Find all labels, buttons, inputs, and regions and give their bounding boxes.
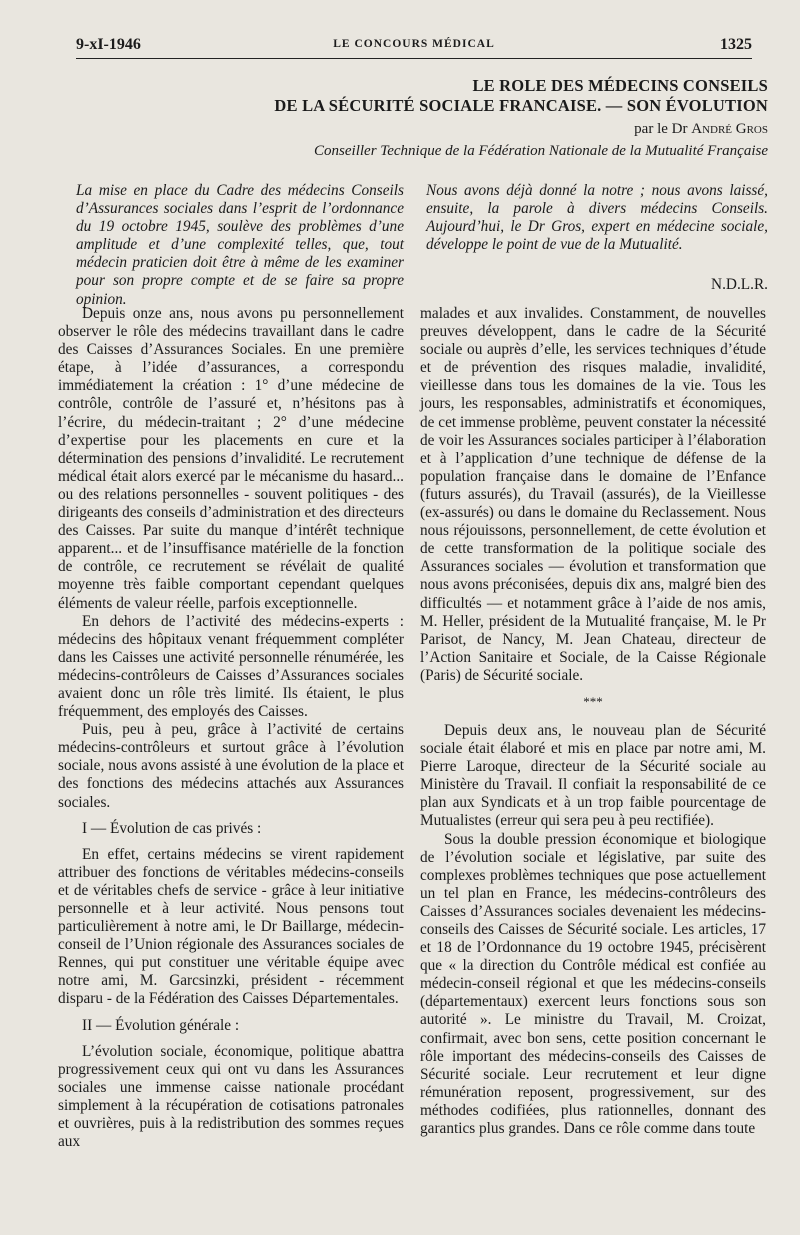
- editorial-intro-right: [426, 182, 768, 254]
- paragraph: malades et aux invalides. Constamment, de nouvelles preuves développent, dans le cadre de la Sécurité sociale ou auprès d’elle, les services techniques d’étude et de prévention des risques maladie, invalidité, vieillesse dans tous les domaines de la vie. Tous les jours, les responsables, administratifs et économiques, de cet immense problème, peuvent constater la nécessité de voir les Assurances sociales participer à l’élaboration et à l’application d’une technique de défense de la population française dans le domaine de l’Enfance (futurs assurés), du Travail (assurés), de la Vieillesse (ex-assurés) ou dans le domaine du Reclassement. Nous nous réjouissons, personnellement, de cette évolution et de cette transformation de la politique sociale des Assurances sociales — évolution et transformation que nous avons préconisées, depuis dix ans, malgré bien des difficultés — et notamment grâce à l’aide de nos amis, M. Heller, président de la Mutualité française, M. le Pr Parisot, de Nancy, M. Jean Chateau, directeur de l’Action Sanitaire et Sociale, de la Caisse Régionale (Paris) de Sécurité sociale.: [420, 305, 766, 684]
- editorial-intro-left: [76, 182, 404, 309]
- section-separator: ***: [583, 693, 603, 709]
- paragraph: L’évolution sociale, économique, politique abattra progressivement ceux qui ont vu dans les Assurances sociales une immense caisse nationale procédant simplement à la récupération de cotisations patronales et ouvrières, puis à la redistribution des sommes reçues aux: [58, 1042, 404, 1151]
- paragraph: Puis, peu à peu, grâce à l’activité de certains médecins-contrôleurs et surtout grâce à l’évolution sociale, nous avons assisté à une évolution de la place et des fonctions des médecins attachés aux Assurances sociales.: [58, 721, 404, 811]
- editor-signature: N.D.L.R.: [711, 276, 768, 293]
- article-title-line-2: DE LA SÉCURITÉ SOCIALE FRANCAISE. — SON ÉVOLUTION: [274, 96, 768, 115]
- issue-date: 9-xI-1946: [76, 36, 141, 53]
- section-heading-1: I — Évolution de cas privés :: [82, 819, 262, 837]
- running-header: [76, 36, 752, 59]
- paragraph: En dehors de l’activité des médecins-experts : médecins des hôpitaux venant fréquemment compléter dans les Caisses une activité personnelle rénumérée, les médecins-contrôleurs de Caisses d’Assurances sociales avaient donc un rôle très limité. Ils étaient, le plus fréquemment, des employés des Caisses.: [58, 612, 404, 721]
- journal-name: LE CONCOURS MÉDICAL: [333, 38, 495, 50]
- paragraph: Depuis onze ans, nous avons pu personnellement observer le rôle des médecins travaillant dans le cadre des Caisses d’Assurances Sociales. En une première étape, à l’idée d’assurances, a correspondu immédiatement la création : 1° d’une médecine de contrôle, contrôle de l’assuré et, n’hésitons pas à l’écrire, du médecin-traitant ; 2° d’une médecine d’expertise pour les placements en cure et la détermination des pensions d’invalidité. Le recrutement médical était alors exercé par le mécanisme du hasard... ou des relations personnelles - souvent politiques - des dirigeants des conseils d’administration et des directeurs des Caisses. Par suite du manque d’intérêt technique apparent... et de l’insuffisance matérielle de la fonction de contrôle, ce recrutement se révélait de qualité moyenne très faible comportant cependant quelques éléments de valeur réelle, parfois exceptionnelle.: [58, 305, 404, 612]
- intro-right-text: Nous avons déjà donné la notre ; nous avons laissé, ensuite, la parole à divers médecins Conseils. Aujourd’hui, le Dr Gros, expert en médecine sociale, développe le point de vue de la Mutualité.: [426, 182, 768, 254]
- body-column-left: [58, 305, 404, 1151]
- byline: [634, 121, 768, 138]
- page-number: 1325: [720, 36, 752, 53]
- body-column-right: [420, 305, 766, 1138]
- intro-left-text: La mise en place du Cadre des médecins Conseils d’Assurances sociales dans l’esprit de l’ordonnance du 19 octobre 1945, soulève des problèmes d’une amplitude et d’une complexité telles, que, tout médecin praticien doit être à même de les examiner pour son propre compte et de se faire sa propre opinion.: [76, 182, 404, 308]
- author-affiliation: Conseiller Technique de la Fédération Nationale de la Mutualité Française: [314, 143, 768, 159]
- article-title-line-1: LE ROLE DES MÉDECINS CONSEILS: [472, 76, 768, 95]
- paragraph: En effet, certains médecins se virent rapidement attribuer des fonctions de véritables médecins-conseils et de véritables chefs de service - grâce à leur initiative personnelle et à leur activité. Nous pensons tout particulièrement à notre ami, le Dr Baillarge, médecin-conseil de l’Union régionale des Assurances sociales de Rennes, qui put constituer une véritable équipe avec notre ami, M. Garcsinzki, président - récemment disparu - de la Fédération des Caisses Départementales.: [58, 845, 404, 1008]
- byline-prefix: par le Dr: [634, 121, 692, 137]
- author-name: André Gros: [691, 121, 768, 137]
- section-heading-2: II — Évolution générale :: [82, 1016, 240, 1034]
- paragraph: Sous la double pression économique et biologique de l’évolution sociale et législative, par suite des complexes problèmes techniques que pose actuellement un tel plan en France, les médecins-contrôleurs des Caisses d’Assurances sociales devenaient les médecins-conseils des Caisses de Sécurité sociale. Les articles, 17 et 18 de l’Ordonnance du 19 octobre 1945, précisèrent que « la direction du Contrôle médical est confiée au médecin-conseil régional et que les médecins-conseils (départementaux) exercent leurs fonctions sous son autorité ». Le ministre du Travail, M. Croizat, confirmait, avec bon sens, cette position concernant le rôle important des médecins-conseils des Caisses de Sécurité sociale. Leur recrutement et leur digne rémunération reposent, progressivement, sur des méthodes codifiées, plus rationnelles, donnant des garantics plus grandes. Dans ce rôle comme dans toute: [420, 830, 766, 1138]
- paragraph: Depuis deux ans, le nouveau plan de Sécurité sociale était élaboré et mis en place par notre ami, M. Pierre Laroque, directeur de la Sécurité sociale au Ministère du Travail. Il confiait la responsabilité de ce plan aux Syndicats et à un trop faible pourcentage de Mutualistes (erreur qui sera peu à peu rectifiée).: [420, 721, 766, 830]
